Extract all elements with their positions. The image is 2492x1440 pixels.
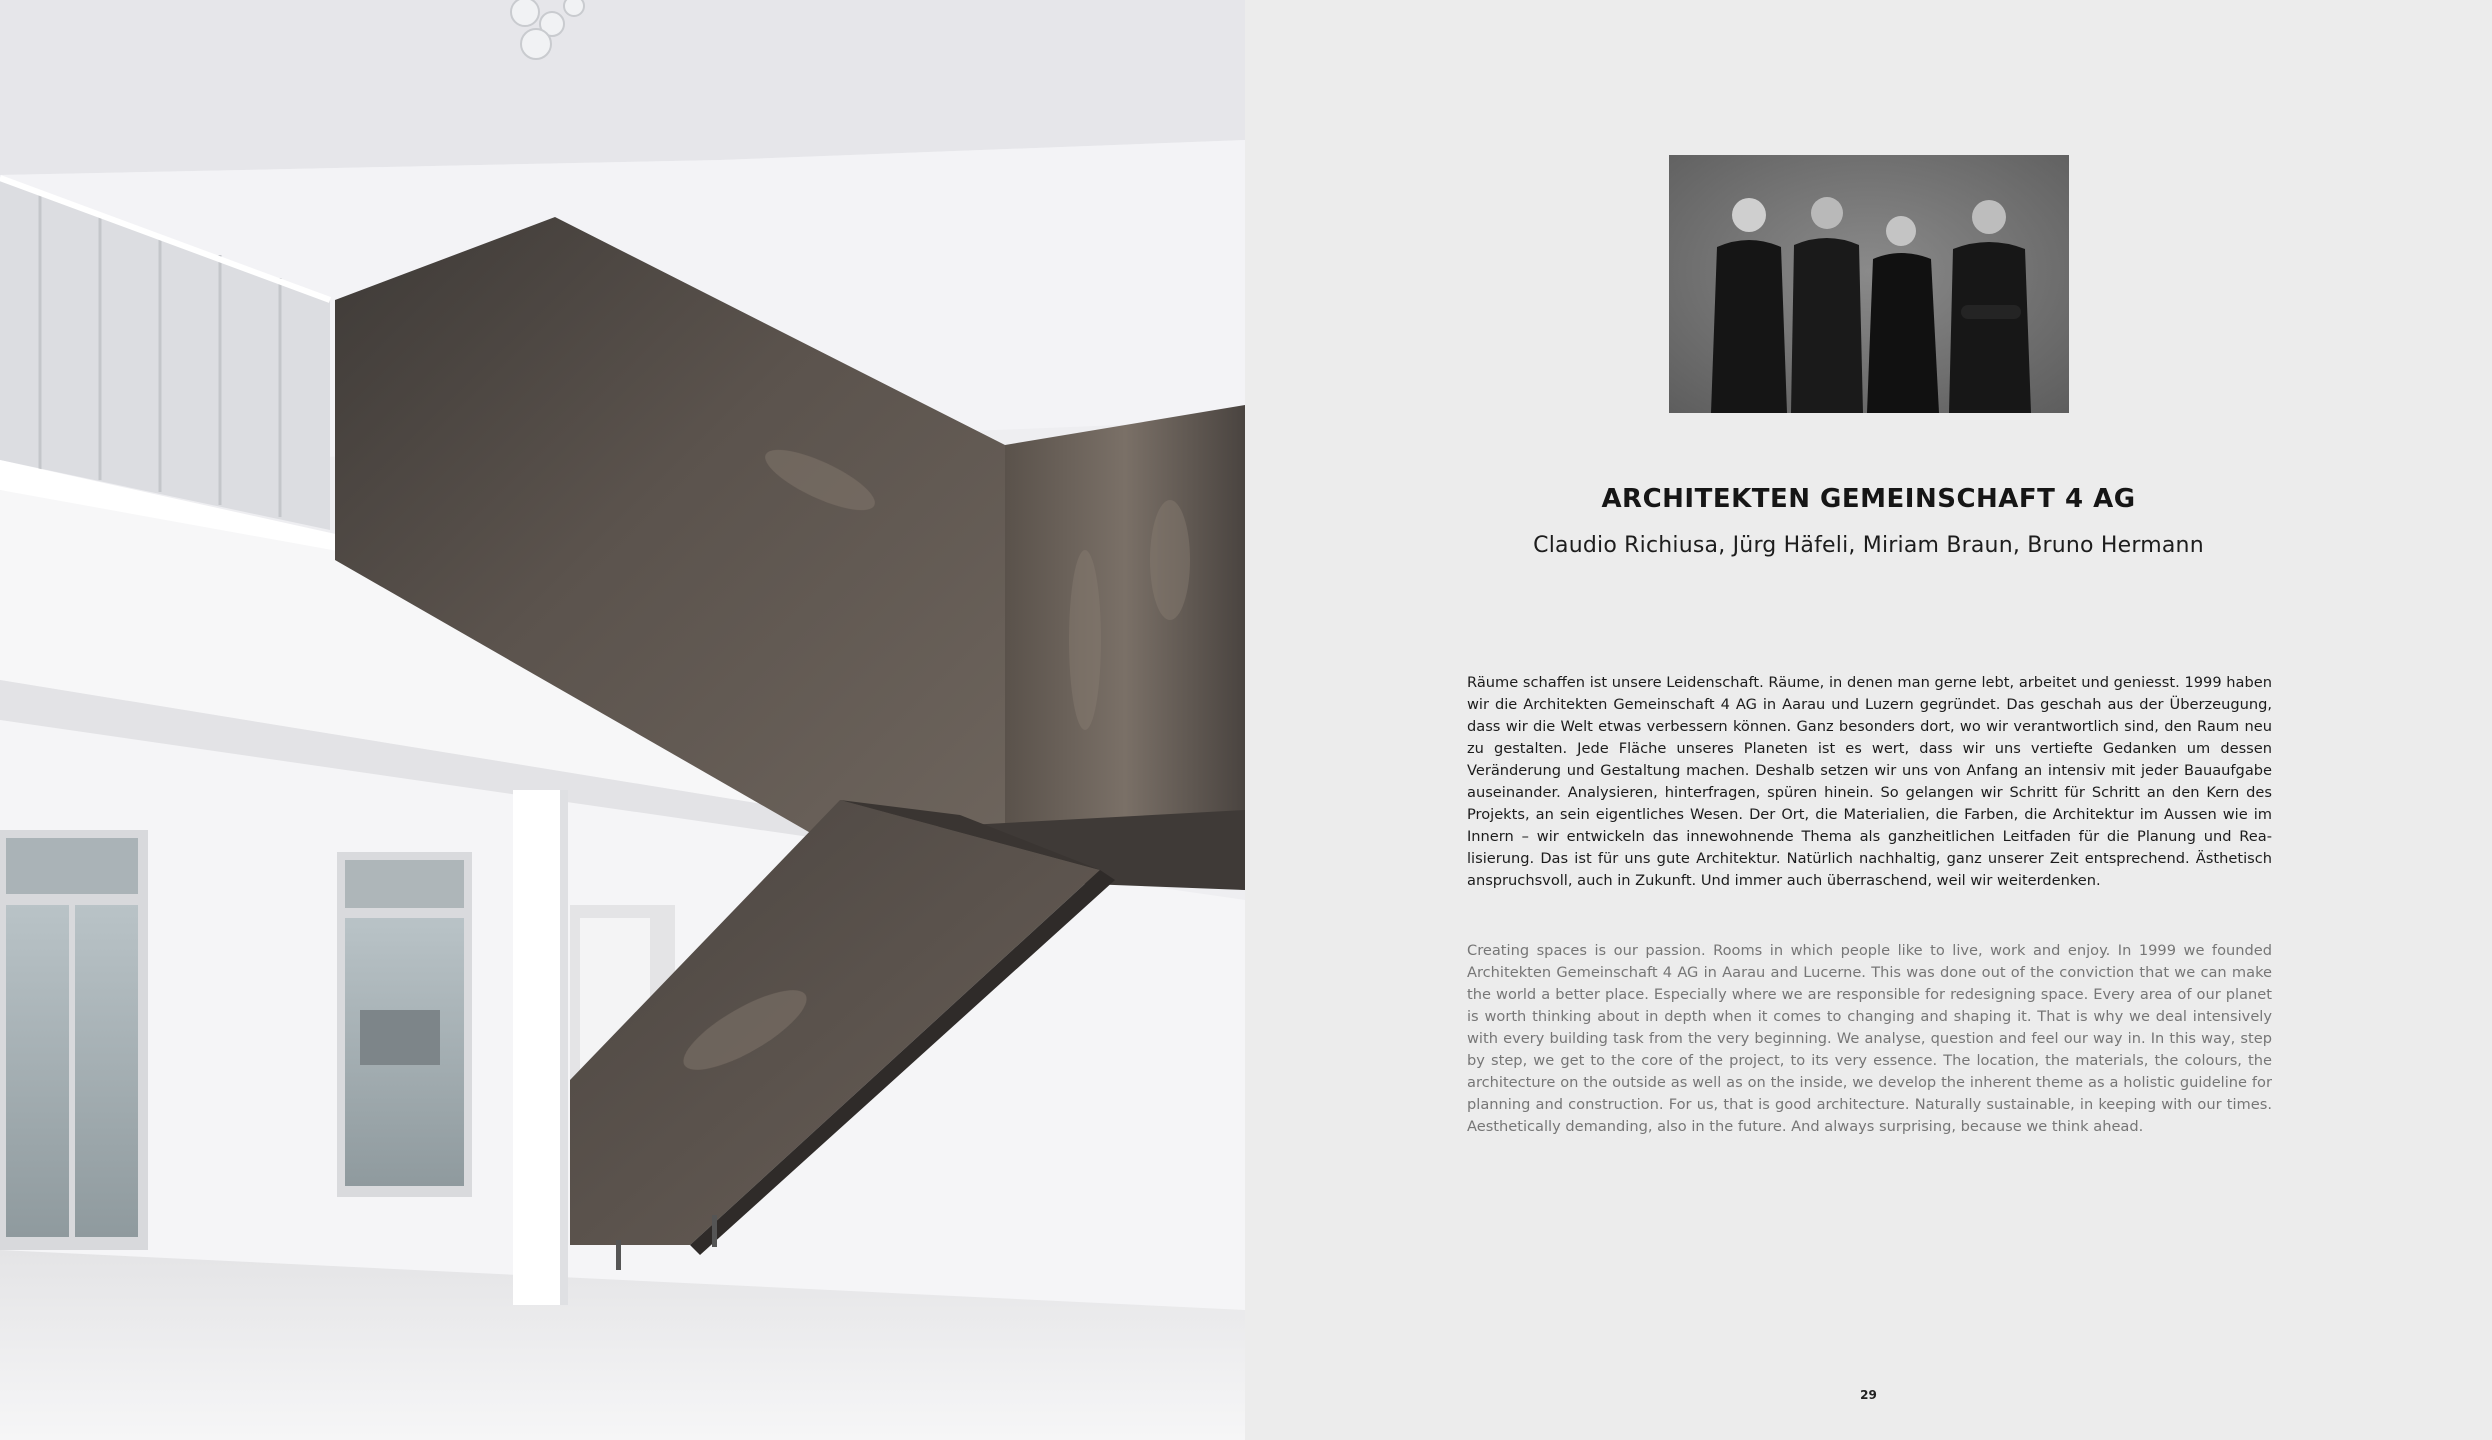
page-number: 29 xyxy=(1860,1388,1877,1402)
stair-hall-illustration xyxy=(0,0,1245,1440)
right-page xyxy=(1245,0,2492,1440)
body-text-german: Räume schaffen ist unsere Leidenschaft. Räume, in denen man gerne lebt, arbeitet und geniesst. 1999 haben wir die Architekten Gemeinschaft 4 AG in Aarau und Luzern gegründet. Das geschah aus der Überzeugung, dass wir die Welt etwas verbessern können. Ganz besonders dort, wo wir verantwortlich sind, den Raum neu zu gestalten. Jede Fläche unseres Planeten ist es wert, dass wir uns vertiefte Gedanken um dessen Veränderung und Gestaltung machen. Deshalb setzen wir uns von Anfang an intensiv mit jeder Bauaufgabe auseinander. Analysieren, hinterfragen, spüren hinein. So gelangen wir Schritt für Schritt an den Kern des Projekts, an sein eigentliches Wesen. Der Ort, die Materialien, die Farben, die Architektur im Aussen wie im Innern – wir entwickeln das innewohnende Thema als ganzheitlichen Leitfaden für die Planung und Realisierung. Das ist für uns gute Architektur. Natürlich nachhaltig, ganz unserer Zeit entsprechend. Ästhetisch anspruchsvoll, auch in Zukunft. Und immer auch überraschend, weil wir weiterdenken. xyxy=(1467,674,2272,889)
firm-partners: Claudio Richiusa, Jürg Häfeli, Miriam Braun, Bruno Hermann xyxy=(1533,533,2204,558)
partners-portrait xyxy=(1669,155,2069,413)
interior-photo xyxy=(0,0,1245,1440)
firm-title: ARCHITEKTEN GEMEINSCHAFT 4 AG xyxy=(1601,484,2136,514)
portrait-illustration xyxy=(1669,155,2069,413)
body-text-english: Creating spaces is our passion. Rooms in which people like to live, work and enjoy. In 1999 we founded Architekten Gemeinschaft 4 AG in Aarau and Lucerne. This was done out of the conviction that we can make the world a better place. Especially where we are responsible for redesigning space. Every area of our planet is worth thinking about in depth when it comes to changing and shaping it. That is why we deal intensively with every building task from the very beginning. We analyse, question and feel our way in. In this way, step by step, we get to the core of the project, to its very essence. The location, the materials, the colours, the architecture on the outside as well as on the inside, we develop the inherent theme as a holistic guideline for planning and construction. For us, that is good architecture. Naturally sustainable, in keeping with our times. Aesthetically demanding, also in the future. And always surprising, because we think ahead. xyxy=(1467,942,2272,1135)
